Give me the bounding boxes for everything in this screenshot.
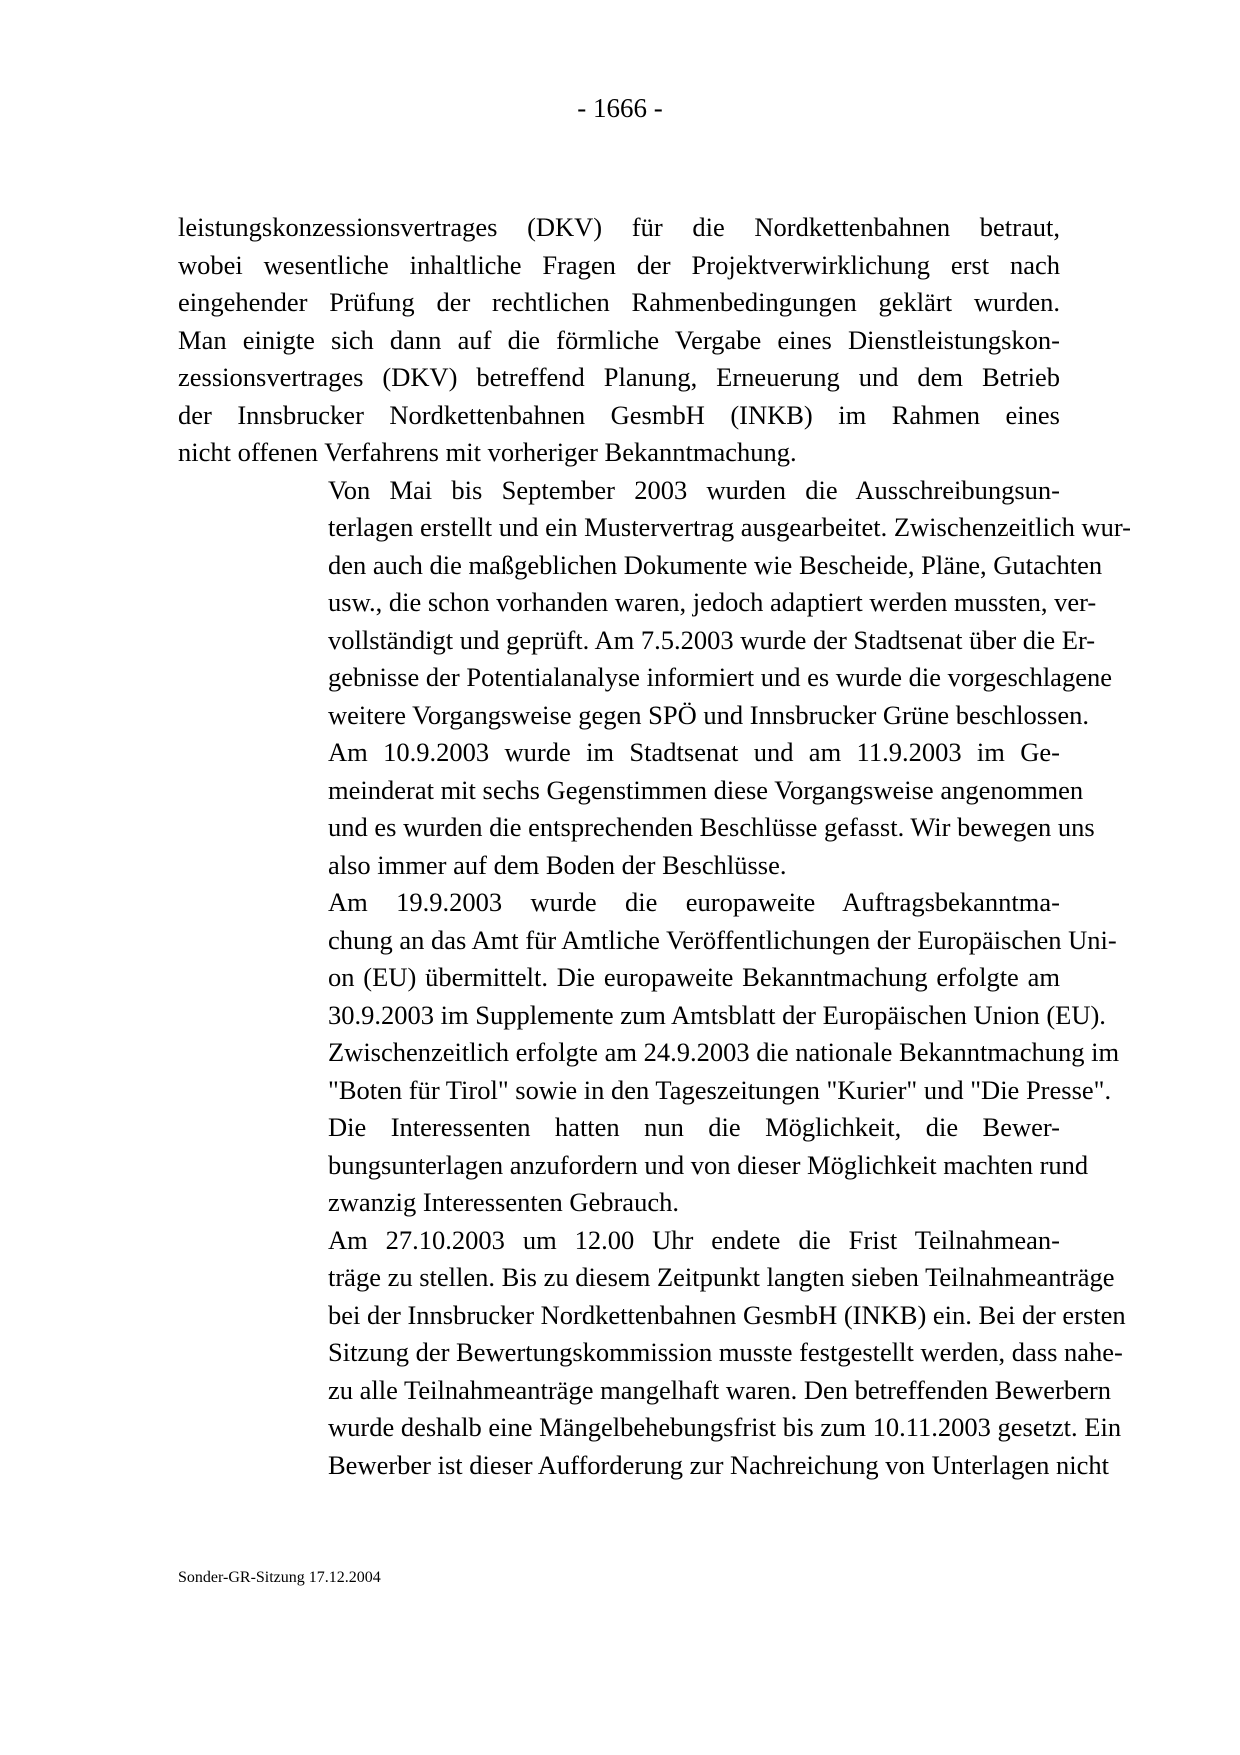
text-line: meinderat mit sechs Gegenstimmen diese Vorgangsweise angenommen	[328, 774, 1084, 805]
text-line: träge zu stellen. Bis zu diesem Zeitpunkt langten sieben Teilnahmeanträge	[328, 1262, 1115, 1292]
paragraph	[178, 884, 1120, 1109]
text-line: on (EU) übermittelt. Die europaweite Bekanntmachung erfolgte am	[328, 962, 1060, 992]
text-line: und es wurden die entsprechenden Beschlüsse gefasst. Wir bewegen uns	[328, 812, 1095, 842]
text-line: terlagen erstellt und ein Mustervertrag ausgearbeitet. Zwischenzeitlich wur-	[328, 512, 1131, 542]
text-line: zu alle Teilnahmeanträge mangelhaft waren. Den betreffenden Bewerbern	[328, 1374, 1111, 1405]
text-line: zwanzig Interessenten Gebrauch.	[328, 1187, 679, 1217]
text-line: zessionsvertrages (DKV) betreffend Planung, Erneuerung und dem Betrieb	[178, 362, 1060, 392]
text-line: Bewerber ist dieser Aufforderung zur Nachreichung von Unterlagen nicht	[328, 1449, 1109, 1480]
text-line: bei der Innsbrucker Nordkettenbahnen GesmbH (INKB) ein. Bei der ersten	[328, 1299, 1126, 1330]
text-line: Zwischenzeitlich erfolgte am 24.9.2003 die nationale Bekanntmachung im	[328, 1037, 1120, 1067]
text-line: vollständigt und geprüft. Am 7.5.2003 wurde der Stadtsenat über die Er-	[328, 624, 1096, 655]
text-line: Sitzung der Bewertungskommission musste festgestellt werden, dass nahe-	[328, 1337, 1123, 1367]
text-line: gebnisse der Potentialanalyse informiert und es wurde die vorgeschlagene	[328, 662, 1112, 692]
text-line: 30.9.2003 im Supplemente zum Amtsblatt der Europäischen Union (EU).	[328, 999, 1106, 1030]
text-line: der Innsbrucker Nordkettenbahnen GesmbH (INKB) im Rahmen eines	[178, 399, 1060, 430]
paragraph	[178, 1222, 1126, 1485]
text-line: chung an das Amt für Amtliche Veröffentlichungen der Europäischen Uni-	[328, 924, 1117, 955]
body-text	[178, 209, 1131, 1484]
page-number: - 1666 -	[577, 93, 663, 123]
text-line: eingehender Prüfung der rechtlichen Rahmenbedingungen geklärt wurden.	[178, 287, 1060, 317]
text-line: usw., die schon vorhanden waren, jedoch adaptiert werden mussten, ver-	[328, 587, 1097, 617]
footer: Sonder-GR-Sitzung 17.12.2004	[178, 1569, 381, 1586]
text-line: Man einigte sich dann auf die förmliche Vergabe eines Dienstleistungskon-	[178, 324, 1060, 355]
text-line: also immer auf dem Boden der Beschlüsse.	[328, 849, 787, 880]
paragraph	[178, 472, 1131, 735]
text-line: Die Interessenten hatten nun die Möglichkeit, die Bewer-	[328, 1112, 1060, 1142]
text-line: Am 19.9.2003 wurde die europaweite Auftragsbekanntma-	[328, 887, 1060, 917]
paragraph	[178, 209, 1060, 472]
paragraph	[178, 1109, 1089, 1222]
text-line: Am 27.10.2003 um 12.00 Uhr endete die Frist Teilnahmean-	[328, 1224, 1060, 1255]
text-line: Am 10.9.2003 wurde im Stadtsenat und am 11.9.2003 im Ge-	[328, 737, 1060, 767]
text-line: Von Mai bis September 2003 wurden die Ausschreibungsun-	[328, 474, 1060, 505]
text-line: "Boten für Tirol" sowie in den Tageszeitungen "Kurier" und "Die Presse".	[328, 1074, 1112, 1105]
text-line: den auch die maßgeblichen Dokumente wie Bescheide, Pläne, Gutachten	[328, 549, 1103, 580]
text-line: wurde deshalb eine Mängelbehebungsfrist bis zum 10.11.2003 gesetzt. Ein	[328, 1412, 1122, 1442]
paragraph	[178, 734, 1095, 884]
text-line: leistungskonzessionsvertrages (DKV) für die Nordkettenbahnen betraut,	[178, 212, 1060, 242]
text-line: wobei wesentliche inhaltliche Fragen der Projektverwirklichung erst nach	[178, 249, 1060, 280]
text-line: weitere Vorgangsweise gegen SPÖ und Innsbrucker Grüne beschlossen.	[328, 699, 1089, 730]
text-line: bungsunterlagen anzufordern und von dieser Möglichkeit machten rund	[328, 1149, 1089, 1180]
text-line: nicht offenen Verfahrens mit vorheriger Bekanntmachung.	[178, 437, 797, 467]
